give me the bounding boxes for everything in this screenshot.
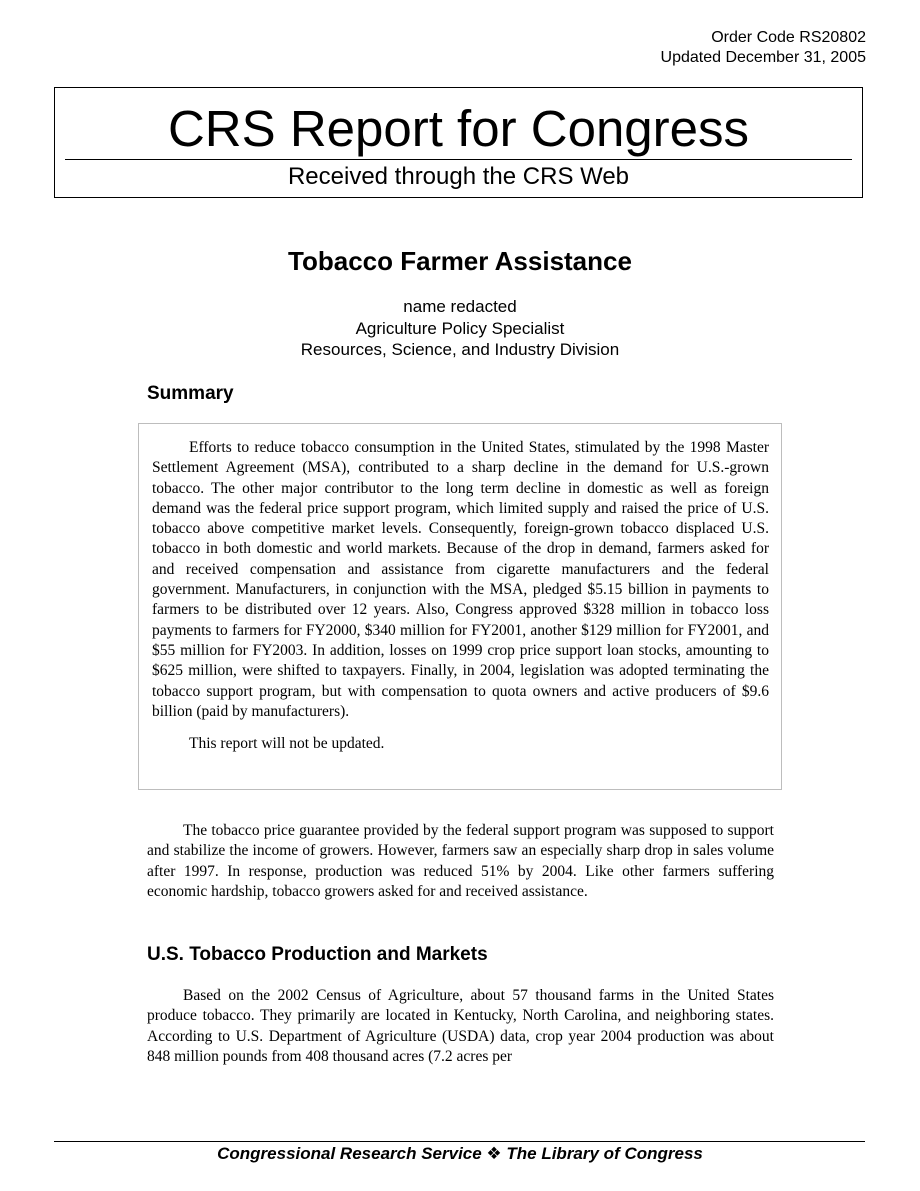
- author-block: [0, 296, 920, 361]
- summary-note: This report will not be updated.: [189, 735, 385, 753]
- body-paragraph: Based on the 2002 Census of Agriculture, about 57 thousand farms in the United States produce tobacco. They primarily are located in Kentucky, North Carolina, and neighboring states. According to U.S. Department of Agriculture (USDA) data, crop year 2004 production was about 848 million pounds from 408 thousand acres (7.2 acres per: [147, 987, 774, 1065]
- footer-text: Congressional Research Service ❖ The Library of Congress: [217, 1144, 703, 1163]
- banner-divider: [65, 159, 852, 160]
- summary-box: [138, 423, 782, 790]
- banner-title: CRS Report for Congress: [167, 100, 750, 157]
- order-code: Order Code RS20802: [711, 29, 866, 46]
- author-name: name redacted: [403, 297, 517, 316]
- author-title: Agriculture Policy Specialist: [355, 318, 565, 338]
- author-division: Resources, Science, and Industry Division: [300, 340, 620, 359]
- intro-paragraph: The tobacco price guarantee provided by the federal support program was supposed to support and stabilize the income of growers. However, farmers saw an especially sharp drop in sales volume after 1997. In response, production was reduced 51% by 2004. Like other farmers suffering economic hardship, tobacco growers asked for and received assistance.: [147, 822, 774, 900]
- summary-heading: Summary: [147, 383, 234, 404]
- updated-date: Updated December 31, 2005: [660, 49, 866, 66]
- document-title: Tobacco Farmer Assistance: [288, 246, 632, 276]
- report-banner: [54, 87, 863, 198]
- section-heading: U.S. Tobacco Production and Markets: [147, 944, 488, 965]
- order-code-block: [661, 28, 866, 68]
- summary-paragraph: Efforts to reduce tobacco consumption in the United States, stimulated by the 1998 Master Settlement Agreement (MSA), contributed to a sharp decline in the demand for U.S.-grown tobacco. The other major contributor to the long term decline in domestic as well as foreign demand was the federal price support program, which limited supply and raised the price of U.S. tobacco above competitive market levels. Consequently, foreign-grown tobacco displaced U.S. tobacco in both domestic and world markets. Because of the drop in demand, farmers asked for and received compensation and assistance from cigarette manufacturers and the federal government. Manufacturers, in conjunction with the MSA, pledged $5.15 billion in payments to farmers to be distributed over 12 years. Also, Congress approved $328 million in tobacco loss payments to farmers for FY2000, $340 million for FY2001, another $129 million for FY2001, and $55 million for FY2003. In addition, losses on 1999 crop price support loan stocks, amounting to $625 million, were shifted to taxpayers. Finally, in 2004, legislation was adopted terminating the tobacco support program, but with compensation to quota owners and active producers of $9.6 billion (paid by manufacturers).: [152, 439, 769, 720]
- footer-divider: [54, 1141, 865, 1142]
- banner-subtitle: Received through the CRS Web: [287, 163, 630, 190]
